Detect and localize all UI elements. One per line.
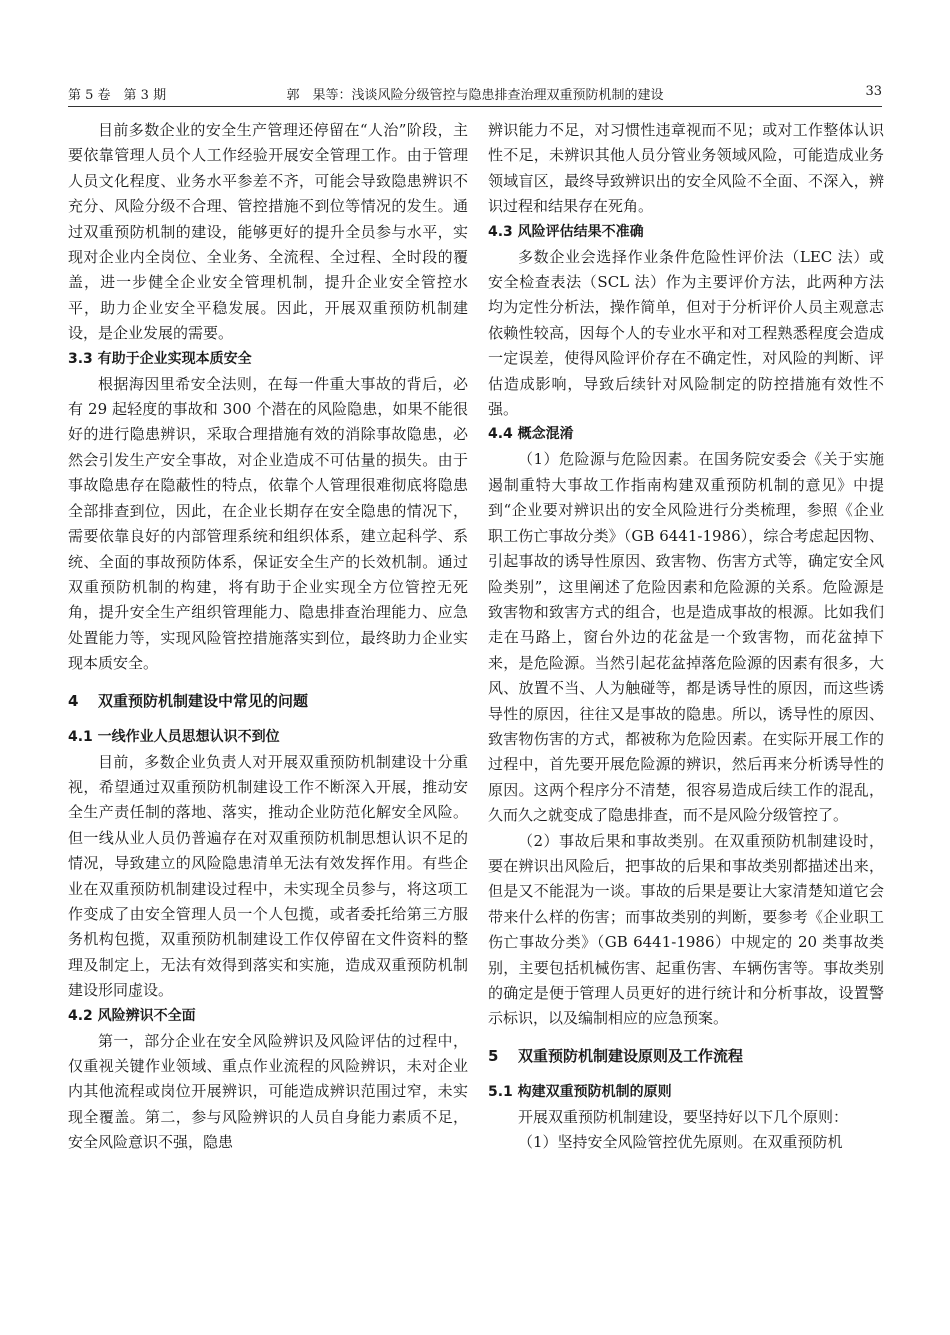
section-heading-4: [68, 688, 468, 714]
paragraph: （2）事故后果和事故类别。在双重预防机制建设时，要在辨识出风险后，把事故的后果和事故类别都描述出来，但是又不能混为一谈。事故的后果是要让大家清楚知道它会带来什么样的伤害；而事故类别的判断，要参考《企业职工伤亡事故分类》（GB 6441-1986）中规定的 20 类事故类别，主要包括机械伤害、起重伤害、车辆伤害等。事故类别的确定是便于管理人员更好的进行统计和分析事故，设置警示标识，以及编制相应的应急预案。: [488, 831, 884, 1028]
section-number: 4: [68, 691, 79, 710]
left-column: [68, 118, 468, 1156]
section-title: 双重预防机制建设原则及工作流程: [518, 1046, 744, 1065]
paragraph: 第一，部分企业在安全风险辨识及风险评估的过程中，仅重视关键作业领域、重点作业流程的风险辨识，未对企业内其他流程或岗位开展辨识，可能造成辨识范围过窄，未实现全覆盖。第二，参与风险辨识的人员自身能力素质不足，安全风险意识不强，隐患: [68, 1031, 468, 1152]
paragraph: 开展双重预防机制建设，要坚持好以下几个原则：: [518, 1107, 849, 1126]
section-heading-4-1: 4.1 一线作业人员思想认识不到位: [68, 728, 280, 745]
section-heading-4-4: 4.4 概念混淆: [488, 426, 574, 443]
section-heading-4-3: 4.3 风险评估结果不准确: [488, 223, 644, 240]
paragraph-continued: 辨识能力不足，对习惯性违章视而不见；或对工作整体认识性不足，未辨识其他人员分管业务领域风险，可能造成业务领域盲区，最终导致辨识出的安全风险不全面、不深入，辨识过程和结果存在死角。: [488, 121, 884, 216]
paragraph: （1）危险源与危险因素。在国务院安委会《关于实施遏制重特大事故工作指南构建双重预防机制的意见》中提到“企业要对辨识出的安全风险进行分类梳理，参照《企业职工伤亡事故分类》（GB 6441-1986），综合考虑起因物、引起事故的诱导性原因、致害物、伤害方式等，确定安全风险类别”，这里阐述了危险因素和危险源的关系。危险源是致害物和致害方式的组合，也是造成事故的根源。比如我们走在马路上，窗台外边的花盆是一个致害物，而花盆掉下来，是危险源。当然引起花盆掉落危险源的因素有很多，大风、放置不当、人为触碰等，都是诱导性的原因，而这些诱导性的原因，往往又是事故的隐患。所以，诱导性的原因、致害物伤害的方式，都被称为危险因素。在实际开展工作的过程中，首先要开展危险源的辨识，然后再来分析诱导性的原因。这两个程序分不清楚，很容易造成后续工作的混乱，久而久之就变成了隐患排查，而不是风险分级管控了。: [488, 450, 884, 825]
paragraph: （1）坚持安全风险管控优先原则。在双重预防机: [518, 1133, 843, 1152]
paragraph: 目前，多数企业负责人对开展双重预防机制建设十分重视，希望通过双重预防机制建设工作不断深入开展，推动安全生产责任制的落地、落实，推动企业防范化解安全风险。但一线从业人员仍普遍存在对双重预防机制思想认识不足的情况，导致建立的风险隐患清单无法有效发挥作用。有些企业在双重预防机制建设过程中，未实现全员参与，将这项工作变成了由安全管理人员一个人包揽，或者委托给第三方服务机构包揽，双重预防机制建设工作仅停留在文件资料的整理及制定上，无法有效得到落实和实施，造成双重预防机制建设形同虚设。: [68, 752, 468, 1000]
section-number: 5: [488, 1046, 499, 1065]
section-heading-5-1: 5.1 构建双重预防机制的原则: [488, 1083, 672, 1100]
volume-issue: 第 5 卷 第 3 期: [68, 88, 167, 103]
page-number: 33: [865, 84, 882, 99]
section-heading-5: [488, 1043, 884, 1069]
running-header: [68, 80, 882, 107]
section-title: 双重预防机制建设中常见的问题: [98, 691, 309, 710]
right-column: [488, 118, 884, 1156]
paragraph: 多数企业会选择作业条件危险性评价法（LEC 法）或安全检查表法（SCL 法）作为主要评价方法，此两种方法均为定性分析法，操作简单，但对于分析评价人员主观意志依赖性较高，因每个人的专业水平和对工程熟悉程度会造成一定误差，使得风险评价存在不确定性，对风险的判断、评估造成影响，导致后续针对风险制定的防控措施有效性不强。: [488, 247, 884, 419]
section-heading-4-2: 4.2 风险辨识不全面: [68, 1007, 196, 1024]
paragraph: 目前多数企业的安全生产管理还停留在“人治”阶段，主要依靠管理人员个人工作经验开展安全管理工作。由于管理人员文化程度、业务水平参差不齐，可能会导致隐患辨识不充分、风险分级不合理、管控措施不到位等情况的发生。通过双重预防机制的建设，能够更好的提升全员参与水平，实现对企业内全岗位、全业务、全流程、全过程、全时段的覆盖，进一步健全企业安全管理机制，提升企业安全管控水平，助力企业安全平稳发展。因此，开展双重预防机制建设，是企业发展的需要。: [68, 121, 468, 343]
running-title: 郭 果等：浅谈风险分级管控与隐患排查治理双重预防机制的建设: [286, 88, 664, 103]
section-heading-3-3: 3.3 有助于企业实现本质安全: [68, 350, 252, 367]
paragraph: 根据海因里希安全法则，在每一件重大事故的背后，必有 29 起轻度的事故和 300 个潜在的风险隐患，如果不能很好的进行隐患辨识，采取合理措施有效的消除事故隐患，必然会引发生产安全事故，对企业造成不可估量的损失。由于事故隐患存在隐蔽性的特点，依靠个人管理很难彻底将隐患全部排查到位，因此，在企业长期存在安全隐患的情况下，需要依靠良好的内部管理系统和组织体系，建立起科学、系统、全面的事故预防体系，保证安全生产的长效机制。通过双重预防机制的构建，将有助于企业实现全方位管控无死角，提升安全生产组织管理能力、隐患排查治理能力、应急处置能力等，实现风险管控措施落实到位，最终助力企业实现本质安全。: [68, 374, 468, 673]
